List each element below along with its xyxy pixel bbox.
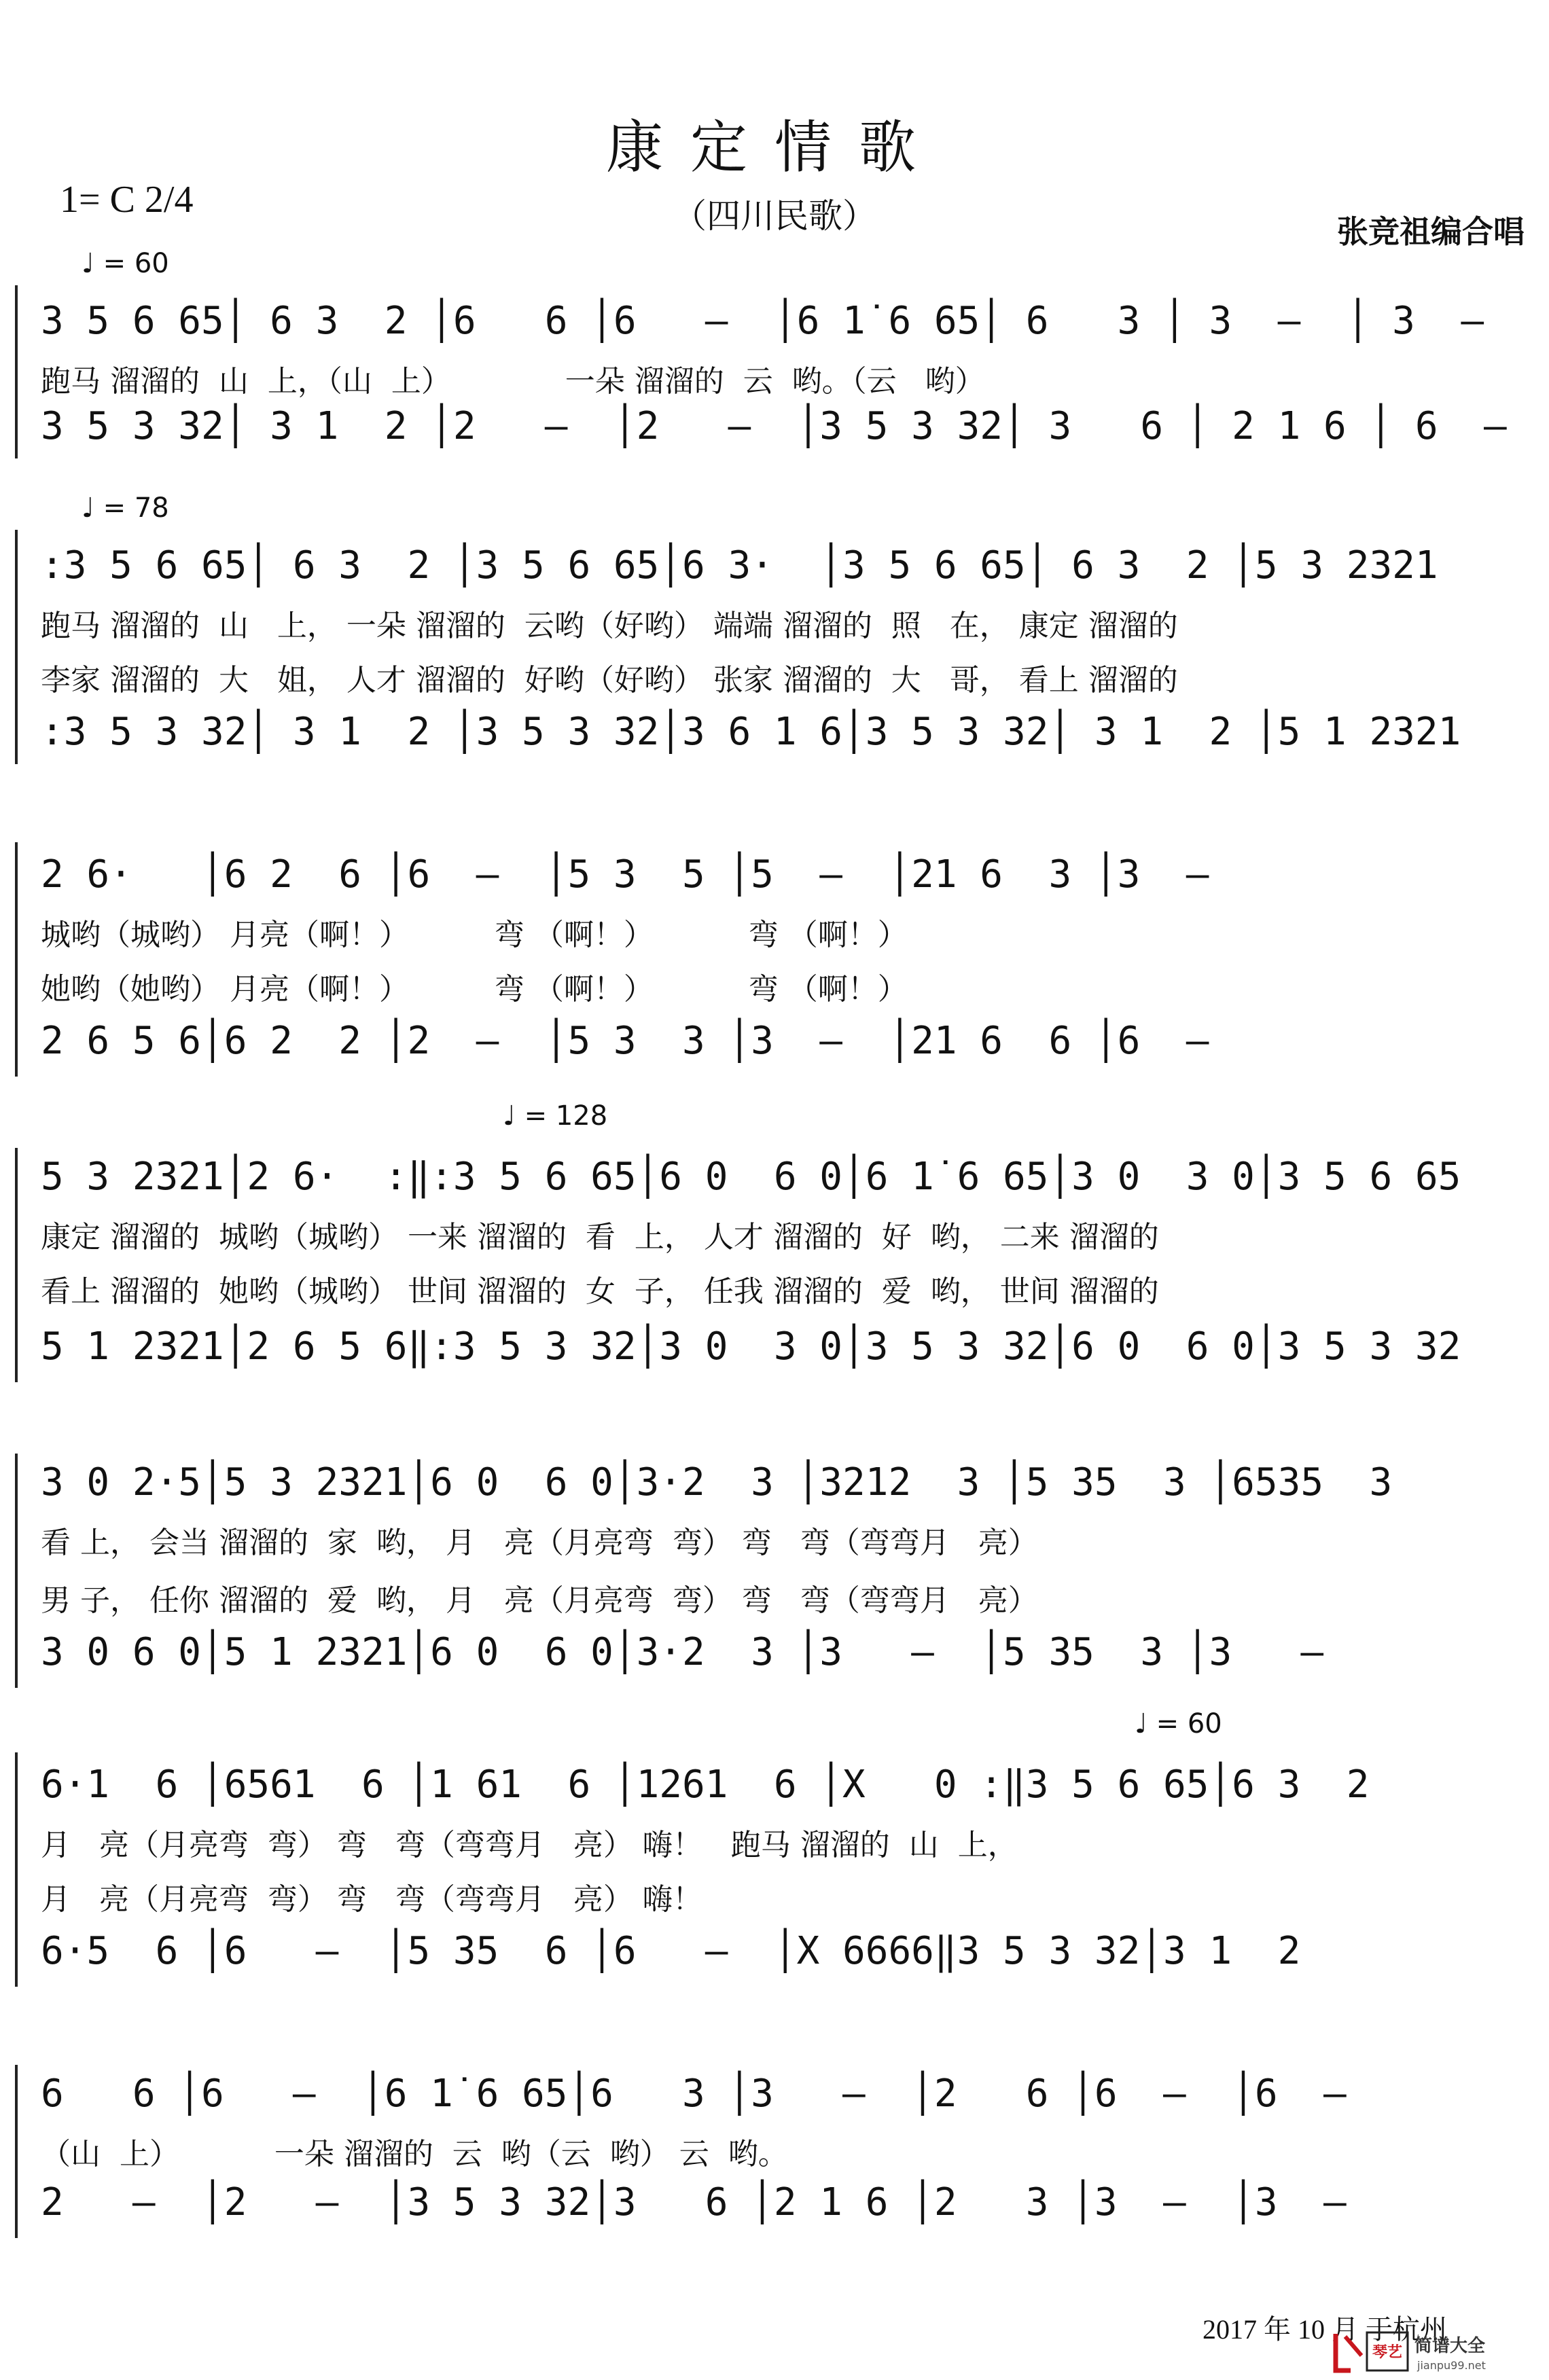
svg-text:琴艺: 琴艺 [1372,2344,1403,2361]
system-1-lower: 3 5 3 32│ 3 1 2 │2 — │2 — │3 5 3 32│ 3 6 │ 2 1 6 │ 6 — [41,404,1507,448]
date-place: 2017 年 10 月 于杭州 [1203,2314,1447,2345]
system-2-lower: :3 5 3 32│ 3 1 2 │3 5 3 32│3 6 1 6│3 5 3 32│ 3 1 2 │5 1 2321 [41,710,1461,754]
system-2-lyric-2: 李家 溜溜的 大 姐， 人才 溜溜的 好哟（好哟） 张家 溜溜的 大 哥， 看上 溜溜的 [41,663,1178,698]
system-3-lyric-1: 城哟（城哟） 月亮（啊！） 弯 （啊！） 弯 （啊！） [41,918,908,952]
system-7-lower: 2 — │2 — │3 5 3 32│3 6 │2 1 6 │2 3 │3 — │3 — [41,2180,1347,2224]
system-4-lyric-2: 看上 溜溜的 她哟（城哟） 世间 溜溜的 女 子， 任我 溜溜的 爱 哟， 世间 溜溜的 [41,1274,1159,1309]
system-6-lyric-2: 月 亮（月亮弯 弯） 弯 弯（弯弯月 亮） 嗨！ [41,1882,702,1917]
system-2-upper: :3 5 6 65│ 6 3 2 │3 5 6 65│6 3· │3 5 6 65│ 6 3 2 │5 3 2321 [41,543,1438,588]
svg-text:jianpu99.net: jianpu99.net [1417,2359,1486,2372]
tempo-marking-3: ♩ = 128 [503,1100,608,1132]
system-5-lower: 3 0 6 0│5 1 2321│6 0 6 0│3·2 3 │3 — │5 35 3 │3 — [41,1630,1324,1674]
tempo-marking-4: ♩ = 60 [1135,1708,1222,1739]
page-subtitle: （四川民歌） [673,196,876,236]
system-7-upper: 6 6 │6 — │6 1̇ 6 65│6 3 │3 — │2 6 │6 — │6 — [41,2072,1347,2116]
tempo-marking-1: ♩ = 60 [82,248,169,279]
system-bracket-5 [15,1454,18,1688]
system-7-lyric-1: （山 上） 一朵 溜溜的 云 哟（云 哟） 云 哟。 [41,2137,788,2171]
site-logo-icon [1332,2328,1535,2376]
system-1-lyric-1: 跑马 溜溜的 山 上，（山 上） 一朵 溜溜的 云 哟。（云 哟） [41,364,985,399]
system-6-lower: 6·5 6 │6 — │5 35 6 │6 — │X 6666‖3 5 3 32│3 1 2 [41,1929,1301,1973]
system-bracket-6 [15,1752,18,1987]
system-4-lyric-1: 康定 溜溜的 城哟（城哟） 一来 溜溜的 看 上， 人才 溜溜的 好 哟， 二来 溜溜的 [41,1220,1159,1255]
system-bracket-7 [15,2065,18,2238]
system-2-lyric-1: 跑马 溜溜的 山 上， 一朵 溜溜的 云哟（好哟） 端端 溜溜的 照 在， 康定 溜溜的 [41,609,1178,643]
system-6-upper: 6·1 6 │6561 6 │1 61 6 │1261 6 │X 0 :‖3 5 6 65│6 3 2 [41,1763,1370,1807]
tempo-marking-2: ♩ = 78 [82,492,169,524]
system-3-lyric-2: 她哟（她哟） 月亮（啊！） 弯 （啊！） 弯 （啊！） [41,972,908,1007]
site-logo [1332,2328,1535,2376]
system-bracket-1 [15,285,18,458]
system-5-upper: 3 0 2·5│5 3 2321│6 0 6 0│3·2 3 │3212 3 │5 35 3 │6535 3 [41,1460,1393,1504]
system-3-lower: 2 6 5 6│6 2 2 │2 — │5 3 3 │3 — │21 6 6 │6 — [41,1019,1209,1063]
system-1-upper: 3 5 6 65│ 6 3 2 │6 6 │6 — │6 1̇ 6 65│ 6 3 │ 3 — │ 3 — [41,299,1484,343]
system-bracket-3 [15,842,18,1077]
system-4-upper: 5 3 2321│2 6· :‖:3 5 6 65│6 0 6 0│6 1̇ 6 65│3 0 3 0│3 5 6 65 [41,1155,1461,1199]
svg-text:简谱大全: 简谱大全 [1414,2336,1486,2356]
system-3-upper: 2 6· │6 2 6 │6 — │5 3 5 │5 — │21 6 3 │3 — [41,852,1209,897]
page-title: 康定情歌 [605,114,943,181]
system-bracket-2 [15,530,18,764]
system-4-lower: 5 1 2321│2 6 5 6‖:3 5 3 32│3 0 3 0│3 5 3 32│6 0 6 0│3 5 3 32 [41,1324,1461,1369]
system-bracket-4 [15,1148,18,1382]
key-signature: 1= C 2/4 [60,179,194,221]
system-5-lyric-2: 男 子， 任你 溜溜的 爱 哟， 月 亮（月亮弯 弯） 弯 弯（弯弯月 亮） [41,1583,1038,1618]
arranger-credit: 张竞祖编合唱 [1337,213,1525,250]
system-6-lyric-1: 月 亮（月亮弯 弯） 弯 弯（弯弯月 亮） 嗨！ 跑马 溜溜的 山 上， [41,1828,1018,1862]
system-5-lyric-1: 看 上， 会当 溜溜的 家 哟， 月 亮（月亮弯 弯） 弯 弯（弯弯月 亮） [41,1526,1038,1560]
